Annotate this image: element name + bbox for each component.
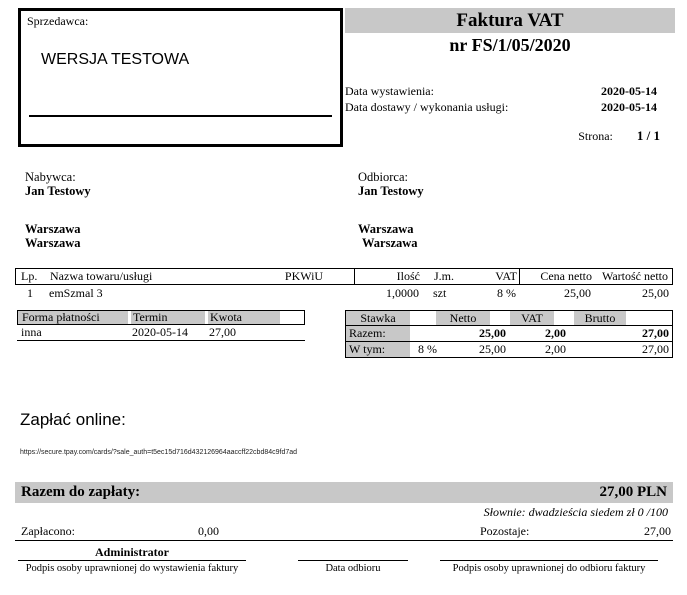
col-unit-net: Cena netto: [519, 269, 594, 284]
col-qty: Ilość: [354, 269, 424, 284]
seller-label: Sprzedawca:: [27, 14, 89, 28]
buyer-city-line1: Warszawa: [25, 222, 81, 236]
item-name: emSzmal 3: [49, 286, 103, 300]
delivery-date-label: Data dostawy / wykonania usługi:: [345, 100, 509, 114]
header-spacer: [490, 311, 510, 325]
seller-name: WERSJA TESTOWA: [41, 51, 190, 68]
issue-date-value: 2020-05-14: [601, 84, 657, 98]
col-value-net: Wartość netto: [601, 269, 668, 283]
buyer-name: Jan Testowy: [25, 184, 91, 198]
vat-total-vat: 2,00: [545, 326, 566, 340]
paid-remaining-row: [15, 523, 673, 541]
payment-table-header: [17, 310, 305, 325]
item-unit-net: 25,00: [564, 286, 591, 300]
invoice-number: nr FS/1/05/2020: [449, 35, 571, 55]
vat-breakdown-gross: 27,00: [642, 342, 669, 356]
vat-breakdown-net: 25,00: [479, 342, 506, 356]
receipt-date-line: [298, 560, 408, 561]
buyer-city-line2: Warszawa: [25, 236, 81, 250]
col-vat: VAT: [495, 269, 517, 283]
header-spacer: [554, 311, 574, 325]
col-payment-amount: Kwota: [208, 311, 280, 324]
recipient-signature-line: [440, 560, 658, 561]
col-pkwiu: PKWiU: [284, 269, 324, 283]
recipient-city-line2: Warszawa: [362, 236, 418, 250]
vat-breakdown-rate: 8 %: [418, 342, 437, 356]
vat-summary-table: [345, 310, 673, 358]
payment-table: [17, 310, 305, 341]
paid-label: Zapłacono:: [21, 524, 75, 538]
remaining-label: Pozostaje:: [480, 524, 530, 538]
vat-total-gross: 27,00: [642, 326, 669, 340]
recipient-label: Odbiorca:: [358, 170, 408, 184]
col-payment-form: Forma płatności: [18, 311, 128, 324]
vat-total-row: [346, 325, 672, 342]
pay-online-heading: Zapłać online:: [20, 410, 126, 429]
items-table-header: [15, 268, 673, 285]
payment-term-value: 2020-05-14: [132, 325, 188, 339]
item-vat: 8 %: [497, 286, 516, 300]
total-due-amount: 27,00 PLN: [599, 484, 667, 500]
col-vat-rate: Stawka: [346, 311, 410, 325]
remaining-value: 27,00: [644, 524, 671, 538]
page-indicator: [578, 128, 660, 144]
payment-form-value: inna: [21, 325, 42, 339]
invoice-title: Faktura VAT: [345, 8, 675, 33]
item-qty: 1,0000: [386, 286, 419, 300]
pay-online-link[interactable]: https://secure.tpay.com/cards/?sale_auth=t5ec15d716d432126964aaccff22cbd84c9fd7ad: [20, 449, 298, 456]
col-name: Nazwa towaru/usługi: [50, 269, 153, 283]
amount-in-words: Słownie: dwadzieścia siedem zł 0 /100: [483, 505, 668, 519]
delivery-date-value: 2020-05-14: [601, 100, 657, 114]
paid-value: 0,00: [198, 524, 219, 538]
col-payment-term: Termin: [131, 311, 205, 324]
page-value: 1 / 1: [636, 128, 660, 143]
col-lp: Lp.: [21, 269, 38, 283]
vat-breakdown-label: W tym:: [346, 342, 410, 357]
vat-total-label: Razem:: [346, 326, 410, 341]
table-row: [15, 285, 673, 302]
delivery-date-row: [345, 100, 657, 115]
items-table: [15, 268, 673, 302]
vat-breakdown-row: [346, 342, 672, 357]
seller-divider-line: [29, 115, 332, 117]
col-vat-amount: VAT: [510, 311, 554, 325]
total-due-bar: [15, 482, 673, 503]
seller-box: [18, 8, 343, 147]
vat-total-net: 25,00: [479, 326, 506, 340]
recipient-name: Jan Testowy: [358, 184, 424, 198]
issuer-signature-line: [18, 560, 246, 561]
total-due-label: Razem do zapłaty:: [21, 484, 141, 500]
item-value-net: 25,00: [642, 286, 669, 300]
vat-breakdown-vat: 2,00: [545, 342, 566, 356]
payment-row: [17, 325, 305, 341]
col-unit: J.m.: [434, 269, 455, 283]
issue-date-row: [345, 84, 657, 99]
recipient-signature-caption: Podpis osoby uprawnionej do odbioru faktury: [452, 563, 646, 574]
buyer-label: Nabywca:: [25, 170, 76, 184]
vat-summary-header: [346, 311, 672, 325]
header-spacer: [410, 311, 436, 325]
col-net: Netto: [436, 311, 490, 325]
payment-amount-value: 27,00: [209, 325, 236, 339]
issue-date-label: Data wystawienia:: [345, 84, 434, 98]
issuer-signature-name: Administrator: [95, 545, 169, 559]
col-gross: Brutto: [574, 311, 626, 325]
recipient-city-line1: Warszawa: [358, 222, 414, 236]
receipt-date-caption: Data odbioru: [325, 563, 381, 574]
item-lp: 1: [27, 286, 33, 300]
issuer-signature-caption: Podpis osoby uprawnionej do wystawienia faktury: [25, 563, 239, 574]
page-label: Strona:: [578, 129, 613, 143]
item-unit: szt: [433, 286, 447, 300]
